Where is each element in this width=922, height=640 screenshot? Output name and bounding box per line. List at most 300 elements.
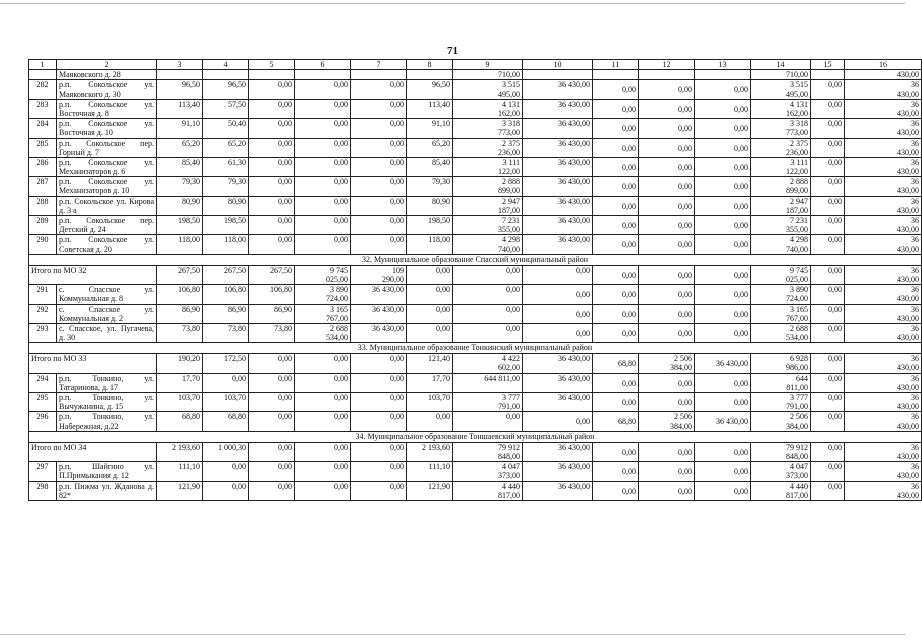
value-cell-text: 36	[911, 265, 919, 275]
value-cell	[523, 80, 593, 99]
value-cell-text: 848,00	[498, 451, 520, 461]
value-cell-text: 791,00	[498, 402, 520, 412]
value-cell	[295, 442, 351, 461]
value-cell-text: 0,00	[278, 196, 292, 206]
value-cell	[453, 265, 523, 284]
value-cell-text: 4 131	[502, 99, 520, 109]
value-cell	[249, 235, 295, 254]
value-cell	[295, 70, 351, 80]
value-cell-text: 0,00	[678, 486, 692, 496]
value-cell-text: 0,00	[622, 240, 636, 250]
value-cell	[811, 80, 845, 99]
value-cell	[695, 177, 751, 196]
value-cell-text: 0,00	[622, 104, 636, 114]
address-cell	[57, 393, 157, 412]
value-cell	[751, 70, 811, 80]
value-cell	[593, 196, 639, 215]
value-cell-text: 9 745	[790, 265, 808, 275]
value-cell-text: 36 430,00	[558, 354, 590, 364]
value-cell-text: 36	[911, 157, 919, 167]
value-cell	[407, 119, 453, 138]
address-cell	[57, 304, 157, 323]
value-cell	[203, 216, 249, 235]
address-cell-text: р.п. Сокольское ул. Механизаторов д. 6	[59, 157, 154, 177]
value-cell	[157, 373, 203, 392]
value-cell	[845, 235, 922, 254]
value-cell	[407, 70, 453, 80]
value-cell-text: 36 430,00	[372, 285, 404, 295]
value-cell	[203, 99, 249, 118]
value-cell	[811, 393, 845, 412]
value-cell	[695, 196, 751, 215]
value-cell-text: 36	[911, 462, 919, 472]
value-cell	[249, 265, 295, 284]
value-cell	[751, 393, 811, 412]
value-cell	[453, 235, 523, 254]
value-cell	[157, 99, 203, 118]
section-title-text: 34. Муниципальное образование Тоншаевский муниципальный район	[355, 431, 595, 441]
value-cell	[203, 481, 249, 500]
value-cell-text: 0,00	[576, 290, 590, 300]
value-cell-text: 0,00	[734, 328, 748, 338]
row-number-text: 295	[36, 393, 49, 402]
value-cell-text: 36 430,00	[558, 481, 590, 491]
value-cell	[811, 216, 845, 235]
value-cell-text: 430,00	[897, 89, 919, 99]
value-cell-text: 0,00	[622, 378, 636, 388]
value-cell	[407, 235, 453, 254]
value-cell-text: 0,00	[622, 221, 636, 230]
value-cell-text: 0,00	[622, 201, 636, 211]
value-cell	[811, 177, 845, 196]
row-number	[29, 99, 57, 118]
value-cell	[593, 304, 639, 323]
column-number-text: 3	[177, 60, 182, 69]
table-row	[29, 80, 922, 99]
value-cell	[295, 80, 351, 99]
table-row	[29, 481, 922, 500]
value-cell-text: 0,00	[678, 124, 692, 134]
value-cell-text: 767,00	[786, 313, 808, 323]
value-cell-text: 0,00	[278, 99, 292, 109]
value-cell-text: 0,00	[622, 143, 636, 153]
value-cell	[593, 157, 639, 176]
value-cell	[295, 235, 351, 254]
column-number-text: 2	[104, 60, 109, 69]
value-cell	[523, 373, 593, 392]
value-cell	[203, 304, 249, 323]
table-row	[29, 462, 922, 481]
value-cell	[811, 354, 845, 373]
value-cell-text: 534,00	[786, 333, 808, 343]
value-cell	[523, 285, 593, 304]
value-cell	[249, 462, 295, 481]
value-cell-text: 0,00	[278, 393, 292, 402]
value-cell	[407, 373, 453, 392]
value-cell	[453, 304, 523, 323]
value-cell-text: 2 193,60	[172, 442, 200, 452]
value-cell-text: 0,00	[390, 99, 404, 109]
value-cell-text: 430,00	[897, 451, 919, 461]
value-cell	[249, 373, 295, 392]
column-number	[453, 60, 523, 70]
row-number	[29, 481, 57, 500]
value-cell	[407, 99, 453, 118]
value-cell-text: 0,00	[506, 412, 520, 422]
value-cell	[695, 265, 751, 284]
value-cell-text: 36 430,00	[372, 304, 404, 314]
value-cell-text: 7 231	[790, 216, 808, 225]
value-cell-text: 0,00	[734, 309, 748, 319]
value-cell-text: 0,00	[734, 104, 748, 114]
value-cell-text: 0,00	[334, 235, 348, 245]
value-cell-text: 111,10	[428, 462, 450, 472]
value-cell	[407, 304, 453, 323]
value-cell-text: 3 515	[502, 80, 520, 90]
value-cell-text: 103,70	[224, 393, 246, 402]
value-cell-text: 430,00	[897, 225, 919, 235]
value-cell-text: 0,00	[278, 216, 292, 225]
value-cell	[249, 481, 295, 500]
section-header-row	[29, 343, 922, 354]
value-cell	[453, 138, 523, 157]
value-cell-text: 384,00	[670, 421, 692, 431]
address-cell-text: р.п. Сокольское ул. Маяковского д. 30	[59, 80, 154, 99]
total-label	[29, 442, 157, 461]
value-cell	[751, 177, 811, 196]
column-number-text: 6	[320, 60, 325, 69]
value-cell-text: 0,00	[622, 486, 636, 496]
value-cell-text: 2 506	[790, 412, 808, 422]
value-cell-text: 430,00	[897, 313, 919, 323]
value-cell	[157, 285, 203, 304]
value-cell	[295, 157, 351, 176]
value-cell-text: 430,00	[897, 128, 919, 138]
value-cell-text: 36 430,00	[558, 462, 590, 472]
value-cell-text: 0,00	[828, 304, 842, 314]
value-cell-text: 0,00	[828, 285, 842, 295]
value-cell-text: 236,00	[498, 147, 520, 157]
column-number	[157, 60, 203, 70]
value-cell	[751, 119, 811, 138]
section-title-text: 33. Муниципальное образование Тонкинский муниципальный район	[357, 343, 593, 353]
value-cell-text: 0,00	[734, 447, 748, 457]
value-cell	[157, 157, 203, 176]
value-cell-text: 96,50	[228, 80, 246, 90]
value-cell-text: 0,00	[828, 393, 842, 402]
value-cell-text: 0,00	[232, 373, 246, 383]
column-number	[295, 60, 351, 70]
value-cell	[407, 196, 453, 215]
address-cell-text: с. Спасское, ул. Пугачева, д. 30	[59, 323, 154, 343]
column-number	[751, 60, 811, 70]
value-cell	[593, 99, 639, 118]
address-cell	[57, 216, 157, 235]
value-cell	[845, 373, 922, 392]
value-cell-text: 3 890	[790, 285, 808, 295]
value-cell	[295, 304, 351, 323]
value-cell-text: 0,00	[622, 467, 636, 477]
value-cell-text: 4 047	[502, 462, 520, 472]
value-cell	[695, 80, 751, 99]
value-cell	[639, 196, 695, 215]
section-header-row	[29, 431, 922, 442]
value-cell	[351, 235, 407, 254]
value-cell-text: 0,00	[678, 398, 692, 407]
value-cell	[751, 323, 811, 342]
value-cell-text: 68,80	[618, 417, 636, 427]
value-cell-text: 9 745	[330, 265, 348, 275]
value-cell	[845, 216, 922, 235]
value-cell-text: 2 688	[330, 323, 348, 333]
value-cell	[523, 442, 593, 461]
value-cell-text: 025,00	[786, 274, 808, 284]
value-cell	[639, 99, 695, 118]
column-number	[639, 60, 695, 70]
value-cell-text: 773,00	[498, 128, 520, 138]
address-cell	[57, 119, 157, 138]
value-cell	[203, 285, 249, 304]
total-row	[29, 442, 922, 461]
value-cell-text: 3 318	[790, 119, 808, 129]
value-cell-text: 0,00	[334, 216, 348, 225]
value-cell-text: 0,00	[390, 80, 404, 90]
value-cell	[203, 119, 249, 138]
value-cell-text: 36 430,00	[716, 417, 748, 427]
row-number	[29, 138, 57, 157]
value-cell-text: 4 047	[790, 462, 808, 472]
value-cell-text: 0,00	[734, 162, 748, 172]
address-cell	[57, 157, 157, 176]
value-cell	[249, 285, 295, 304]
column-number-text: 11	[611, 60, 620, 69]
value-cell-text: 2 193,60	[422, 442, 450, 452]
value-cell-text: 0,00	[828, 80, 842, 90]
value-cell	[351, 285, 407, 304]
value-cell	[453, 70, 523, 80]
value-cell-text: 65,20	[182, 138, 200, 148]
value-cell-text: 2 506	[674, 412, 692, 422]
value-cell-text: 103,70	[428, 393, 450, 402]
address-cell-text: р.п. Сокольское ул. Кирова д. 3 а	[59, 196, 154, 215]
address-cell-text: р.п. Тонкино, ул. Вычужанина, д. 15	[59, 393, 154, 412]
value-cell-text: 0,00	[576, 417, 590, 427]
value-cell-text: 740,00	[498, 244, 520, 254]
value-cell	[249, 304, 295, 323]
value-cell	[639, 412, 695, 431]
value-cell-text: 36	[911, 80, 919, 90]
section-title	[29, 343, 922, 354]
value-cell-text: 4 440	[502, 481, 520, 491]
table-row	[29, 285, 922, 304]
value-cell	[751, 481, 811, 500]
value-cell	[639, 138, 695, 157]
value-cell-text: 0,00	[828, 373, 842, 383]
value-cell	[639, 481, 695, 500]
value-cell-text: 0,00	[622, 270, 636, 280]
value-cell	[523, 177, 593, 196]
value-cell	[249, 412, 295, 431]
column-number-text: 10	[553, 60, 562, 69]
value-cell-text: 0,00	[436, 285, 450, 295]
column-number	[29, 60, 57, 70]
value-cell-text: 899,00	[786, 186, 808, 196]
value-cell	[811, 70, 845, 80]
row-number-text: 289	[36, 216, 49, 225]
column-number-text: 13	[718, 60, 727, 69]
value-cell	[453, 412, 523, 431]
value-cell-text: 2 947	[790, 196, 808, 206]
value-cell-text: 0,00	[622, 162, 636, 172]
row-number-text: 284	[36, 119, 49, 129]
row-number	[29, 323, 57, 342]
value-cell-text: 80,90	[432, 196, 450, 206]
value-cell-text: 36 430,00	[558, 99, 590, 109]
value-cell-text: 0,00	[678, 378, 692, 388]
value-cell-text: 121,90	[178, 481, 200, 491]
value-cell	[811, 481, 845, 500]
row-number	[29, 285, 57, 304]
value-cell-text: 96,50	[182, 80, 200, 90]
value-cell-text: 4 422	[502, 354, 520, 364]
column-number-text: 15	[823, 60, 832, 69]
column-number-text: 12	[662, 60, 671, 69]
value-cell-text: 0,00	[828, 119, 842, 129]
value-cell-text: 534,00	[326, 333, 348, 343]
total-label	[29, 354, 157, 373]
row-number-text: 296	[36, 412, 49, 422]
value-cell-text: 430,00	[897, 363, 919, 373]
value-cell-text: 644	[796, 373, 808, 383]
value-cell-text: 430,00	[897, 274, 919, 284]
address-cell	[57, 138, 157, 157]
value-cell	[811, 235, 845, 254]
value-cell-text: 172,50	[224, 354, 246, 364]
value-cell-text: 267,50	[178, 265, 200, 275]
table-row	[29, 235, 922, 254]
row-number-text: 283	[36, 99, 49, 109]
value-cell	[751, 442, 811, 461]
value-cell	[203, 138, 249, 157]
value-cell	[523, 393, 593, 412]
value-cell	[593, 80, 639, 99]
value-cell-text: 73,80	[274, 323, 292, 333]
value-cell-text: 0,00	[576, 265, 590, 275]
row-number	[29, 119, 57, 138]
value-cell	[845, 177, 922, 196]
total-label-text: Итого по МО 32	[31, 265, 87, 275]
value-cell-text: 373,00	[786, 471, 808, 481]
address-cell	[57, 70, 157, 80]
value-cell	[295, 138, 351, 157]
value-cell	[157, 304, 203, 323]
value-cell-text: 36 430,00	[558, 216, 590, 225]
value-cell	[811, 412, 845, 431]
value-cell	[811, 373, 845, 392]
value-cell	[157, 481, 203, 500]
column-number	[845, 60, 922, 70]
value-cell-text: 36	[911, 235, 919, 245]
address-cell	[57, 323, 157, 342]
value-cell-text: 2 506	[674, 354, 692, 364]
value-cell-text: 0,00	[678, 290, 692, 300]
row-number	[29, 80, 57, 99]
value-cell	[593, 442, 639, 461]
value-cell-text: 0,00	[278, 235, 292, 245]
value-cell	[639, 304, 695, 323]
value-cell	[453, 119, 523, 138]
value-cell	[157, 216, 203, 235]
column-number-text: 7	[376, 60, 381, 69]
value-cell	[295, 393, 351, 412]
address-cell-text: р.п. Сокольское ул. Восточная д. 10	[59, 119, 154, 138]
value-cell-text: 122,00	[498, 167, 520, 177]
value-cell	[351, 323, 407, 342]
value-cell	[295, 373, 351, 392]
value-cell	[203, 412, 249, 431]
row-number-text: 285	[36, 138, 49, 148]
value-cell-text: 36 430,00	[558, 393, 590, 402]
value-cell-text: 113,40	[178, 99, 200, 109]
value-cell-text: 025,00	[326, 274, 348, 284]
value-cell-text: 0,00	[390, 354, 404, 364]
value-cell-text: 36 430,00	[558, 177, 590, 187]
value-cell-text: 0,00	[334, 196, 348, 206]
value-cell-text: 0,00	[390, 157, 404, 167]
value-cell-text: 86,90	[228, 304, 246, 314]
value-cell	[639, 323, 695, 342]
value-cell	[845, 70, 922, 80]
value-cell-text: 0,00	[334, 462, 348, 472]
value-cell	[351, 304, 407, 323]
value-cell	[407, 481, 453, 500]
row-number	[29, 177, 57, 196]
value-cell-text: 267,50	[224, 265, 246, 275]
value-cell	[593, 265, 639, 284]
value-cell-text: 0,00	[734, 143, 748, 153]
value-cell-text: 0,00	[334, 354, 348, 364]
value-cell-text: 0,00	[278, 442, 292, 452]
address-cell	[57, 80, 157, 99]
value-cell	[351, 70, 407, 80]
value-cell	[523, 481, 593, 500]
value-cell	[811, 99, 845, 118]
row-number-text: 293	[36, 323, 49, 333]
value-cell-text: 0,00	[828, 323, 842, 333]
value-cell-text: 36	[911, 481, 919, 491]
value-cell-text: 0,00	[828, 177, 842, 187]
value-cell	[351, 196, 407, 215]
value-cell	[203, 442, 249, 461]
value-cell	[751, 462, 811, 481]
value-cell	[845, 323, 922, 342]
section-header-row	[29, 254, 922, 265]
column-number	[407, 60, 453, 70]
value-cell-text: 36	[911, 216, 919, 225]
row-number-text: 290	[36, 235, 49, 245]
value-cell	[351, 157, 407, 176]
value-cell	[695, 462, 751, 481]
value-cell	[751, 99, 811, 118]
row-number-text: 298	[36, 481, 49, 491]
value-cell-text: 430,00	[897, 402, 919, 412]
value-cell-text: 57,50	[228, 99, 246, 109]
value-cell-text: 36	[911, 442, 919, 452]
value-cell	[295, 285, 351, 304]
value-cell-text: 0,00	[334, 99, 348, 109]
value-cell-text: 899,00	[498, 186, 520, 196]
row-number	[29, 304, 57, 323]
